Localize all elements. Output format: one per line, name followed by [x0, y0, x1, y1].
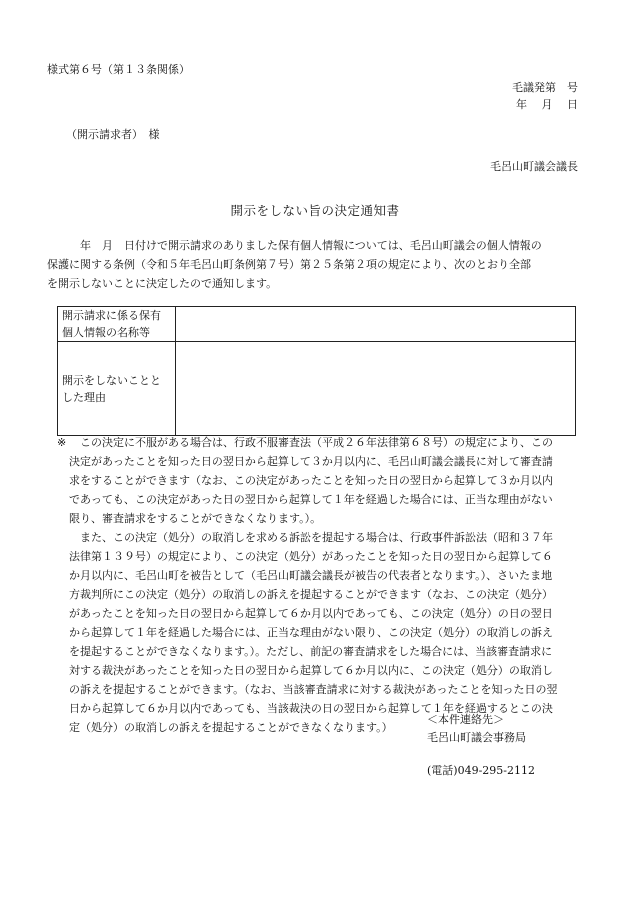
intro-line: 保護に関する条例（令和５年毛呂山町条例第７号）第２５条第２項の規定により、次のとおり全部 [47, 258, 531, 271]
note-line: この決定に不服がある場合は、行政不服審査法（平成２６年法律第６８号）の規定により、この [80, 436, 553, 449]
note-line: 対する裁決があったことを知った日の翌日から起算して６か月以内に、この決定（処分）の取消し [69, 664, 553, 677]
note-line: 求をすることができます（なお、この決定があったことを知った日の翌日から起算して３か月以内 [69, 474, 553, 487]
note-line: 決定があったことを知った日の翌日から起算して３か月以内に、毛呂山町議会議長に対して審査請 [69, 455, 553, 468]
intro-paragraph [47, 236, 581, 293]
note-line: 方裁判所にこの決定（処分）の取消しの訴えを提起することができます（なお、この決定（処分） [69, 588, 553, 601]
issue-date: 年 月 日 [516, 98, 578, 111]
note-line: 限り、審査請求をすることができなくなります。）。 [69, 512, 322, 525]
note-mark: ※ [57, 436, 67, 449]
note-line: から起算して１年を経過した場合には、正当な理由がない限り、この決定（処分）の取消しの訴え [69, 626, 553, 639]
note-line: 日から起算して６か月以内であっても、当該裁決の日の翌日から起算して１年を経過するとこの決 [69, 702, 553, 715]
table-value-cell [176, 342, 576, 436]
note-section [57, 433, 581, 737]
note-line: であっても、この決定があった日の翌日から起算して１年を経過した場合には、正当な理由がない [69, 493, 553, 506]
table-label-cell [58, 342, 176, 436]
table-row [58, 307, 576, 342]
note-line: か月以内に、毛呂山町を被告として（毛呂山町議会議長が被告の代表者となります。）、さいたま地 [69, 569, 553, 582]
table-label-line: 開示をしないことと [62, 373, 161, 387]
info-table [57, 306, 576, 436]
document-number: 毛議発第 号 [512, 81, 578, 94]
contact-label: ＜本件連絡先＞ [427, 713, 504, 726]
note-line: 法律第１３９号）の規定により、この決定（処分）があったことを知った日の翌日から起算して６ [69, 550, 553, 563]
intro-line: 年 月 日付けで開示請求のありました保有個人情報については、毛呂山町議会の個人情報の [80, 239, 542, 252]
addressee: （開示請求者） 様 [66, 128, 160, 141]
table-value-cell [176, 307, 576, 342]
sender: 毛呂山町議会議長 [490, 160, 578, 173]
table-row [58, 342, 576, 436]
note-line: の訴えを提起することができます。（なお、当該審査請求に対する裁決があったことを知った日の翌 [69, 683, 558, 696]
form-number: 様式第６号（第１３条関係） [47, 63, 190, 76]
table-label-line: 個人情報の名称等 [62, 326, 150, 339]
note-line: 定（処分）の取消しの訴えを提起することができなくなります。） [69, 721, 393, 734]
table-label-line: した理由 [62, 390, 106, 404]
document-title: 開示をしない旨の決定通知書 [230, 203, 400, 218]
note-line: を提起することができなくなります。）。ただし、前記の審査請求をした場合には、当該審査請求に [69, 645, 553, 658]
note-body [69, 433, 581, 737]
note-line: があったことを知った日の翌日から起算して６か月以内であっても、この決定（処分）の日の翌日 [69, 607, 553, 620]
intro-line: を開示しないことに決定したので通知します。 [47, 277, 278, 290]
contact-phone: (電話)049-295-2112 [427, 764, 536, 777]
note-line: また、この決定（処分）の取消しを求める訴訟を提起する場合は、行政事件訴訟法（昭和３７年 [80, 531, 553, 544]
table-label-cell [58, 307, 176, 342]
table-label-line: 開示請求に係る保有 [62, 309, 161, 322]
contact-office: 毛呂山町議会事務局 [427, 731, 526, 744]
